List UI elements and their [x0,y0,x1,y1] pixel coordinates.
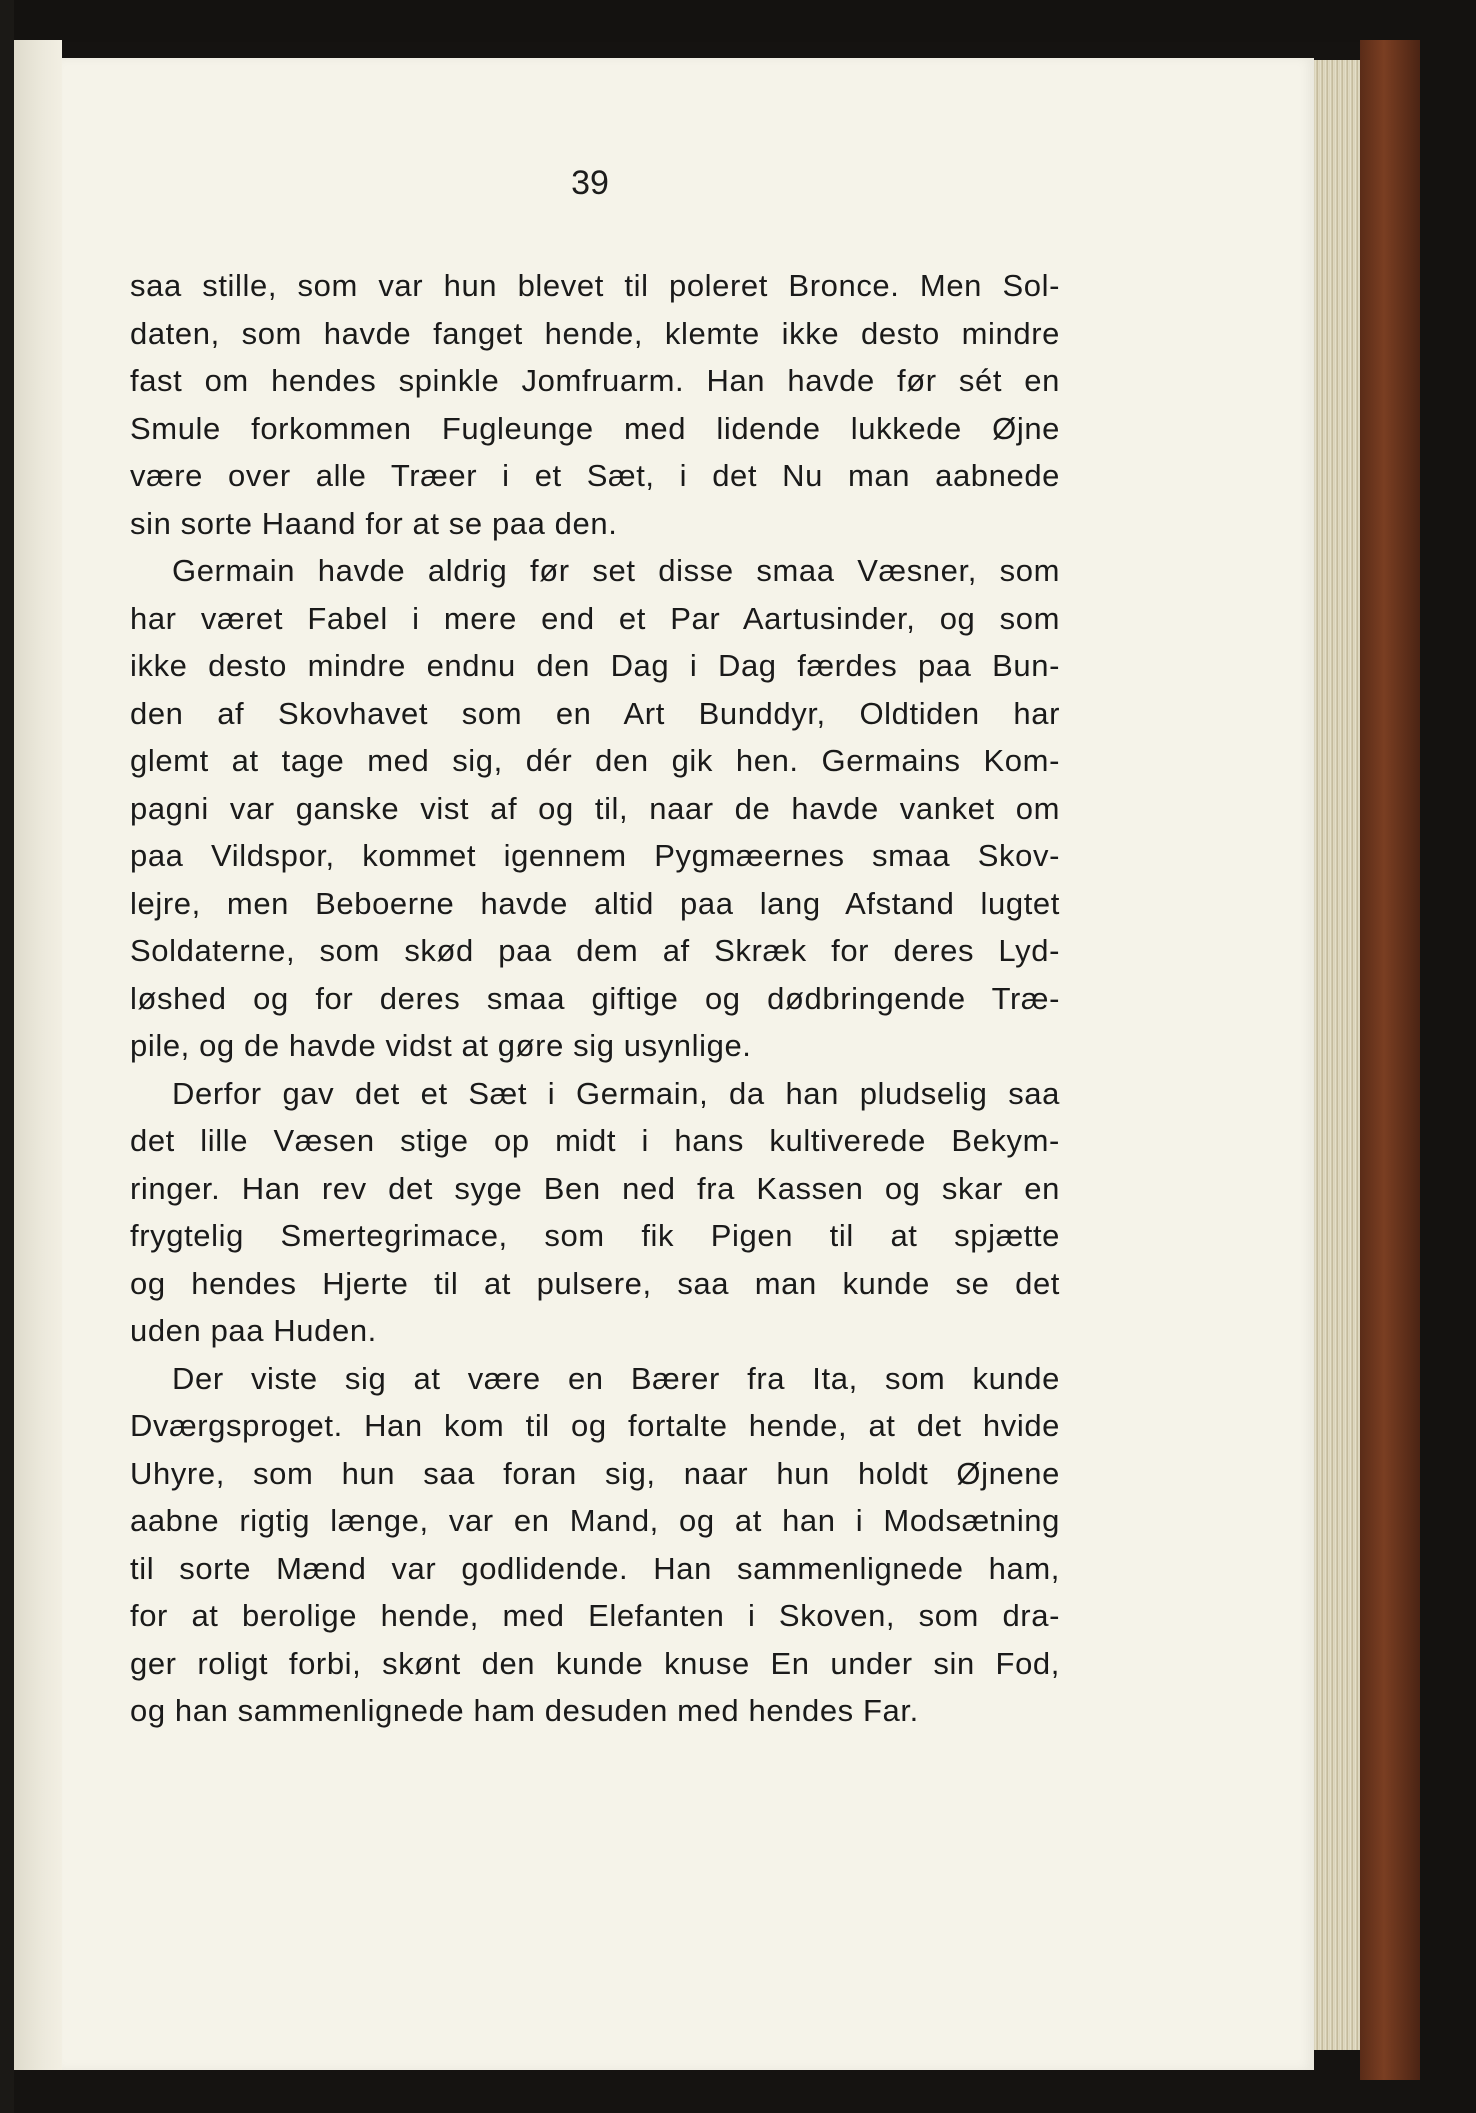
text-line: Dværgsproget. Han kom til og fortalte hende, at det hvide [130,1408,1060,1443]
text-line: glemt at tage med sig, dér den gik hen. Germains Kom- [130,743,1060,778]
text-line: det lille Væsen stige op midt i hans kultiverede Bekym- [130,1123,1060,1158]
text-line: aabne rigtig længe, var en Mand, og at han i Modsætning [130,1503,1060,1538]
text-line: til sorte Mænd var godlidende. Han sammenlignede ham, [130,1550,1060,1586]
text-line: Uhyre, som hun saa foran sig, naar hun holdt Øjnene [130,1455,1060,1491]
text-line: ringer. Han rev det syge Ben ned fra Kassen og skar en [130,1170,1060,1206]
page-number: 39 [571,164,609,202]
text-line: løshed og for deres smaa giftige og dødbringende Træ- [130,980,1060,1016]
text-line: fast om hendes spinkle Jomfruarm. Han havde før sét en [130,363,1060,398]
leather-cover [1360,40,1420,2080]
body-text [130,262,1060,1735]
text-line: daten, som havde fanget hende, klemte ikke desto mindre [130,315,1060,351]
text-line: Soldaterne, som skød paa dem af Skræk for deres Lyd- [130,933,1060,968]
text-line: saa stille, som var hun blevet til poleret Bronce. Men Sol- [130,268,1060,303]
text-line: og hendes Hjerte til at pulsere, saa man kunde se det [130,1265,1060,1301]
text-line: og han sammenlignede ham desuden med hendes Far. [130,1693,919,1728]
paragraph [130,547,1060,1070]
paragraph [130,1070,1060,1355]
text-line: Germain havde aldrig før set disse smaa Væsner, som [172,553,1060,588]
text-line: Smule forkommen Fugleunge med lidende lukkede Øjne [130,410,1060,446]
text-line: Derfor gav det et Sæt i Germain, da han pludselig saa [172,1075,1060,1111]
text-line: ikke desto mindre endnu den Dag i Dag færdes paa Bun- [130,648,1060,683]
text-line: sin sorte Haand for at se paa den. [130,505,618,541]
text-line: være over alle Træer i et Sæt, i det Nu man aabnede [130,458,1060,493]
scan-top-border [0,0,1476,42]
text-line: for at berolige hende, med Elefanten i Skoven, som dra- [130,1598,1060,1633]
text-line: frygtelig Smertegrimace, som fik Pigen til at spjætte [130,1218,1060,1253]
text-line: lejre, men Beboerne havde altid paa lang Afstand lugtet [130,885,1060,921]
text-line: pile, og de havde vidst at gøre sig usynlige. [130,1028,752,1063]
paragraph [130,1355,1060,1735]
text-line: den af Skovhavet som en Art Bunddyr, Oldtiden har [130,695,1060,731]
scan-right-border [1420,0,1476,2113]
scan-left-border [0,0,14,2113]
text-line: uden paa Huden. [130,1313,377,1348]
paragraph [130,262,1060,547]
text-line: Der viste sig at være en Bærer fra Ita, som kunde [172,1360,1060,1396]
page-block-edges [1314,60,1360,2050]
text-line: pagni var ganske vist af og til, naar de havde vanket om [130,790,1060,826]
text-line: ger roligt forbi, skønt den kunde knuse En under sin Fod, [130,1645,1060,1681]
text-line: har været Fabel i mere end et Par Aartusinder, og som [130,600,1060,636]
text-line: paa Vildspor, kommet igennem Pygmæernes smaa Skov- [130,838,1060,873]
